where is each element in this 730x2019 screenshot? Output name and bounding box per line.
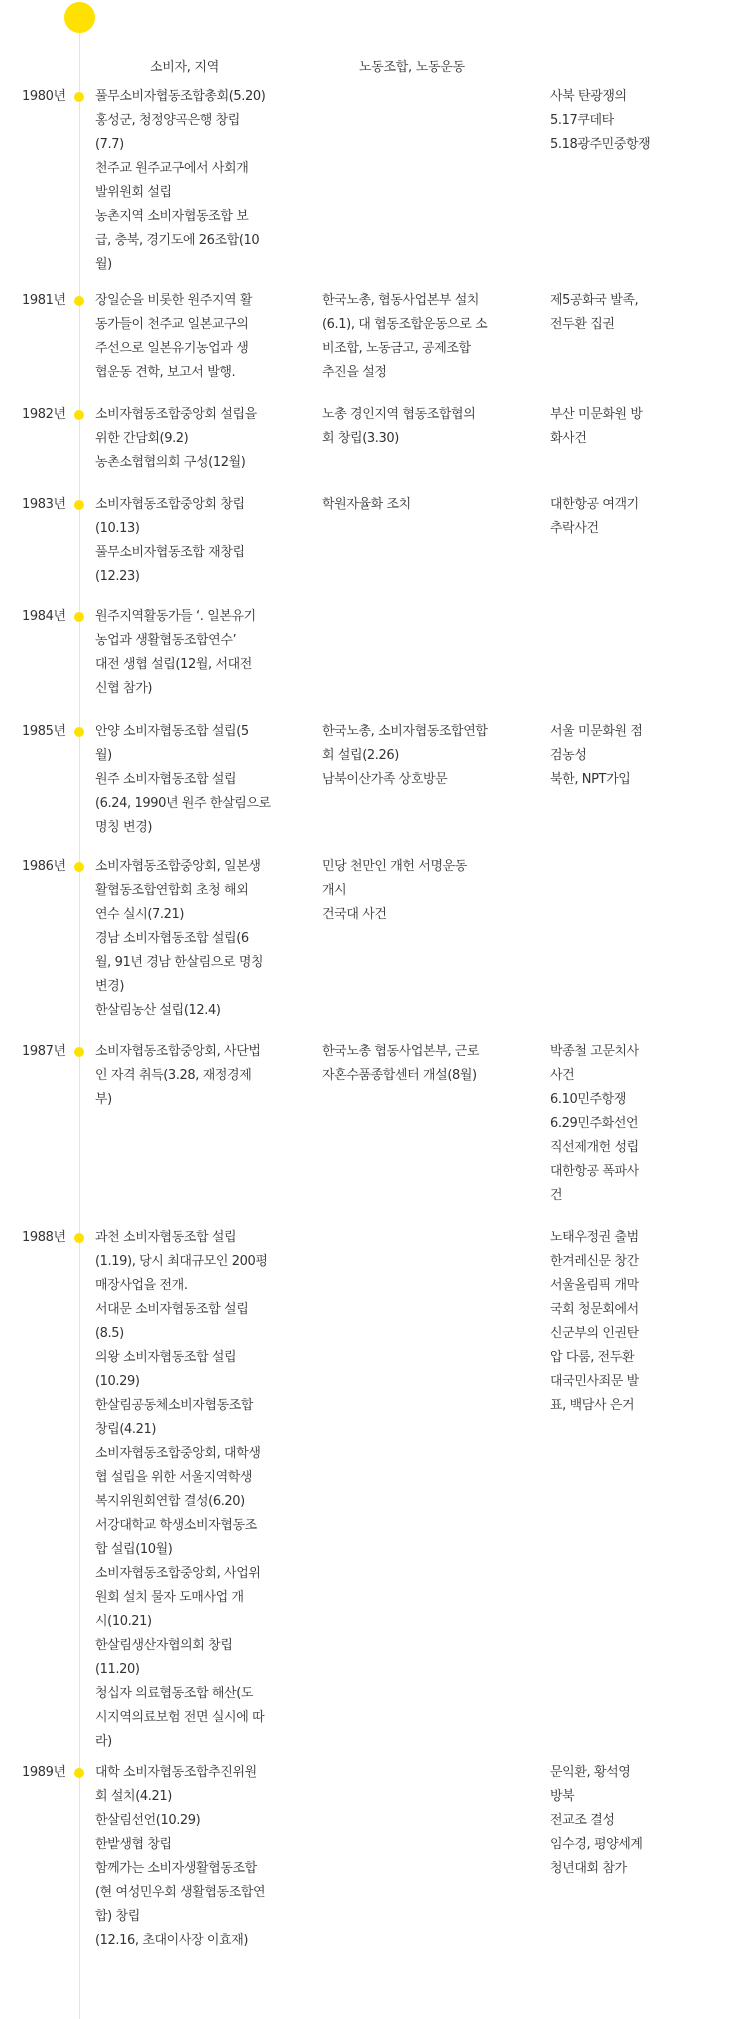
event-line: 5.17쿠데타 (550, 113, 614, 128)
event-line: 학원자율화 조치 (322, 497, 411, 512)
event-line: 인 자격 취득(3.28, 재정경제 (95, 1068, 252, 1083)
event-line: 전두환 집권 (550, 317, 615, 332)
year-label: 1981년 (22, 293, 66, 308)
event-line: 소비자협동조합중앙회 설립을 (95, 407, 257, 422)
event-line: 회 창립(3.30) (322, 431, 399, 446)
event-line: 창립(4.21) (95, 1422, 157, 1437)
event-line: 북한, NPT가입 (550, 772, 631, 787)
event-line: 함께가는 소비자생활협동조합 (95, 1861, 257, 1876)
year-label: 1985년 (22, 724, 66, 739)
event-line: 5.18광주민중항쟁 (550, 137, 651, 152)
event-line: 화사건 (550, 431, 587, 446)
event-line: 한국노총, 협동사업본부 설치 (322, 293, 480, 308)
society-events (550, 720, 720, 792)
event-line: 방북 (550, 1789, 575, 1804)
event-line: 회 설치(4.21) (95, 1789, 172, 1804)
event-line: 합) 창립 (95, 1909, 140, 1924)
event-line: 소비자협동조합중앙회 창립 (95, 497, 245, 512)
event-line: 과천 소비자협동조합 설립 (95, 1230, 237, 1245)
society-events (550, 1761, 720, 1881)
event-line: 시(10.21) (95, 1614, 152, 1629)
event-line: (11.20) (95, 1662, 140, 1677)
event-line: 원주 소비자협동조합 설립 (95, 772, 237, 787)
event-line: 소비자협동조합중앙회, 사단법 (95, 1044, 261, 1059)
timeline-dot (74, 862, 84, 872)
society-events (550, 85, 720, 157)
timeline-dot (74, 500, 84, 510)
consumer-events (95, 1226, 305, 1754)
event-line: 원주지역활동가들 ‘. 일본유기 (95, 609, 256, 624)
event-line: 추진을 설정 (322, 365, 387, 380)
event-line: 월, 91년 경남 한살림으로 명칭 (95, 955, 264, 970)
labor-events (322, 855, 527, 927)
event-line: (7.7) (95, 137, 124, 152)
event-line: 한살림선언(10.29) (95, 1813, 201, 1828)
timeline-dot (74, 1233, 84, 1243)
timeline-top-dot (64, 2, 95, 33)
event-line: 장일순을 비롯한 원주지역 활 (95, 293, 253, 308)
event-line: (8.5) (95, 1326, 124, 1341)
event-line: 신군부의 인권탄 (550, 1326, 639, 1341)
event-line: 신협 참가) (95, 681, 153, 696)
event-line: 소비자협동조합중앙회, 사업위 (95, 1566, 261, 1581)
event-line: 사건 (550, 1068, 575, 1083)
event-line: 표, 백담사 은거 (550, 1398, 635, 1413)
event-line: 월) (95, 257, 112, 272)
event-line: (10.13) (95, 521, 140, 536)
event-line: 의왕 소비자협동조합 설립 (95, 1350, 237, 1365)
event-line: 6.29민주화선언 (550, 1116, 639, 1131)
event-line: 명칭 변경) (95, 820, 153, 835)
event-line: 한국노총, 소비자협동조합연합 (322, 724, 488, 739)
timeline-dot (74, 410, 84, 420)
timeline-line (79, 30, 80, 2019)
event-line: 남북이산가족 상호방문 (322, 772, 448, 787)
consumer-events (95, 720, 305, 840)
labor-events (322, 720, 527, 792)
event-line: 풀무소비자협동조합 재창립 (95, 545, 245, 560)
timeline-dot (74, 1047, 84, 1057)
event-line: (12.23) (95, 569, 140, 584)
labor-events (322, 1040, 527, 1088)
event-line: 6.10민주항쟁 (550, 1092, 626, 1107)
event-line: 경남 소비자협동조합 설립(6 (95, 931, 249, 946)
consumer-events (95, 493, 305, 589)
event-line: (6.1), 대 협동조합운동으로 소 (322, 317, 488, 332)
event-line: 건국대 사건 (322, 907, 387, 922)
year-label: 1989년 (22, 1765, 66, 1780)
event-line: 주선으로 일본유기농업과 생 (95, 341, 249, 356)
event-line: 자혼수품종합센터 개설(8월) (322, 1068, 477, 1083)
event-line: 대국민사죄문 발 (550, 1374, 639, 1389)
event-line: 제5공화국 발족, (550, 293, 639, 308)
event-line: 서대문 소비자협동조합 설립 (95, 1302, 249, 1317)
timeline-dot (74, 1768, 84, 1778)
event-line: 위한 간담회(9.2) (95, 431, 189, 446)
event-line: 월) (95, 748, 112, 763)
consumer-events (95, 1761, 305, 1953)
event-line: 임수경, 평양세계 (550, 1837, 643, 1852)
event-line: 원회 설치 물자 도매사업 개 (95, 1590, 244, 1605)
event-line: 농촌지역 소비자협동조합 보 (95, 209, 249, 224)
event-line: 한살림농산 설립(12.4) (95, 1003, 221, 1018)
event-line: 회 설립(2.26) (322, 748, 399, 763)
event-line: 변경) (95, 979, 124, 994)
event-line: 건 (550, 1188, 563, 1203)
year-label: 1984년 (22, 609, 66, 624)
event-line: 시지역의료보험 전면 실시에 따 (95, 1710, 265, 1725)
event-line: 홍성군, 청정양곡은행 창립 (95, 113, 240, 128)
year-label: 1986년 (22, 859, 66, 874)
event-line: 소비자협동조합중앙회, 일본생 (95, 859, 261, 874)
event-line: 연수 실시(7.21) (95, 907, 185, 922)
event-line: 동가들이 천주교 일본교구의 (95, 317, 249, 332)
event-line: 농업과 생활협동조합연수’ (95, 633, 237, 648)
event-line: 민당 천만인 개헌 서명운동 (322, 859, 467, 874)
event-line: 청년대회 참가 (550, 1861, 627, 1876)
consumer-events (95, 85, 305, 277)
event-line: 한살림생산자협의회 창립 (95, 1638, 233, 1653)
event-line: 안양 소비자협동조합 설립(5 (95, 724, 249, 739)
timeline-dot (74, 296, 84, 306)
society-events (550, 289, 720, 337)
event-line: 국회 청문회에서 (550, 1302, 639, 1317)
event-line: 라) (95, 1734, 112, 1749)
consumer-events (95, 403, 305, 475)
event-line: 합 설립(10월) (95, 1542, 173, 1557)
society-events (550, 1040, 720, 1208)
event-line: (1.19), 당시 최대규모인 200평 (95, 1254, 268, 1269)
event-line: 협운동 견학, 보고서 발행. (95, 365, 236, 380)
event-line: 농촌소협협의회 구성(12월) (95, 455, 246, 470)
event-line: 추락사건 (550, 521, 599, 536)
timeline-dot (74, 92, 84, 102)
event-line: 직선제개헌 성립 (550, 1140, 639, 1155)
year-label: 1988년 (22, 1230, 66, 1245)
event-line: 서울올림픽 개막 (550, 1278, 639, 1293)
event-line: (10.29) (95, 1374, 140, 1389)
event-line: (6.24, 1990년 원주 한살림으로 (95, 796, 271, 811)
event-line: 발위원회 설립 (95, 185, 172, 200)
year-label: 1983년 (22, 497, 66, 512)
event-line: 노태우정권 출범 (550, 1230, 639, 1245)
event-line: 대한항공 여객기 (550, 497, 639, 512)
timeline-dot (74, 612, 84, 622)
consumer-events (95, 855, 305, 1023)
labor-column-header: 노동조합, 노동운동 (359, 60, 465, 75)
event-line: 전교조 결성 (550, 1813, 615, 1828)
event-line: 압 다룸, 전두환 (550, 1350, 635, 1365)
event-line: 비조합, 노동금고, 공제조합 (322, 341, 471, 356)
event-line: 서강대학교 학생소비자협동조 (95, 1518, 257, 1533)
event-line: 활협동조합연합회 초청 해외 (95, 883, 249, 898)
timeline-dot (74, 727, 84, 737)
event-line: 대한항공 폭파사 (550, 1164, 639, 1179)
labor-events (322, 493, 527, 517)
event-line: 한국노총 협동사업본부, 근로 (322, 1044, 480, 1059)
event-line: 사북 탄광쟁의 (550, 89, 627, 104)
event-line: 부) (95, 1092, 112, 1107)
event-line: (현 여성민우회 생활협동조합연 (95, 1885, 266, 1900)
event-line: 서울 미문화원 점 (550, 724, 643, 739)
event-line: 풀무소비자협동조합총회(5.20) (95, 89, 266, 104)
year-label: 1987년 (22, 1044, 66, 1059)
event-line: 천주교 원주교구에서 사회개 (95, 161, 249, 176)
event-line: 매장사업을 전개. (95, 1278, 188, 1293)
event-line: (12.16, 초대이사장 이효재) (95, 1933, 249, 1948)
event-line: 문익환, 황석영 (550, 1765, 631, 1780)
event-line: 한겨레신문 창간 (550, 1254, 639, 1269)
year-label: 1982년 (22, 407, 66, 422)
consumer-events (95, 289, 305, 385)
event-line: 박종철 고문치사 (550, 1044, 639, 1059)
society-events (550, 403, 720, 451)
event-line: 협 설립을 위한 서울지역학생 (95, 1470, 253, 1485)
event-line: 급, 충북, 경기도에 26조합(10 (95, 233, 260, 248)
consumer-events (95, 605, 305, 701)
event-line: 청십자 의료협동조합 해산(도 (95, 1686, 254, 1701)
event-line: 한밭생협 창립 (95, 1837, 172, 1852)
event-line: 소비자협동조합중앙회, 대학생 (95, 1446, 261, 1461)
event-line: 검농성 (550, 748, 587, 763)
event-line: 개시 (322, 883, 347, 898)
consumer-column-header: 소비자, 지역 (150, 60, 219, 75)
event-line: 노총 경인지역 협동조합협의 (322, 407, 476, 422)
event-line: 한살림공동체소비자협동조합 (95, 1398, 254, 1413)
consumer-events (95, 1040, 305, 1112)
event-line: 대전 생협 설립(12월, 서대전 (95, 657, 252, 672)
event-line: 부산 미문화원 방 (550, 407, 643, 422)
labor-events (322, 289, 527, 385)
event-line: 대학 소비자협동조합추진위원 (95, 1765, 257, 1780)
event-line: 복지위원회연합 결성(6.20) (95, 1494, 245, 1509)
society-events (550, 493, 720, 541)
year-label: 1980년 (22, 89, 66, 104)
labor-events (322, 403, 527, 451)
society-events (550, 1226, 720, 1418)
